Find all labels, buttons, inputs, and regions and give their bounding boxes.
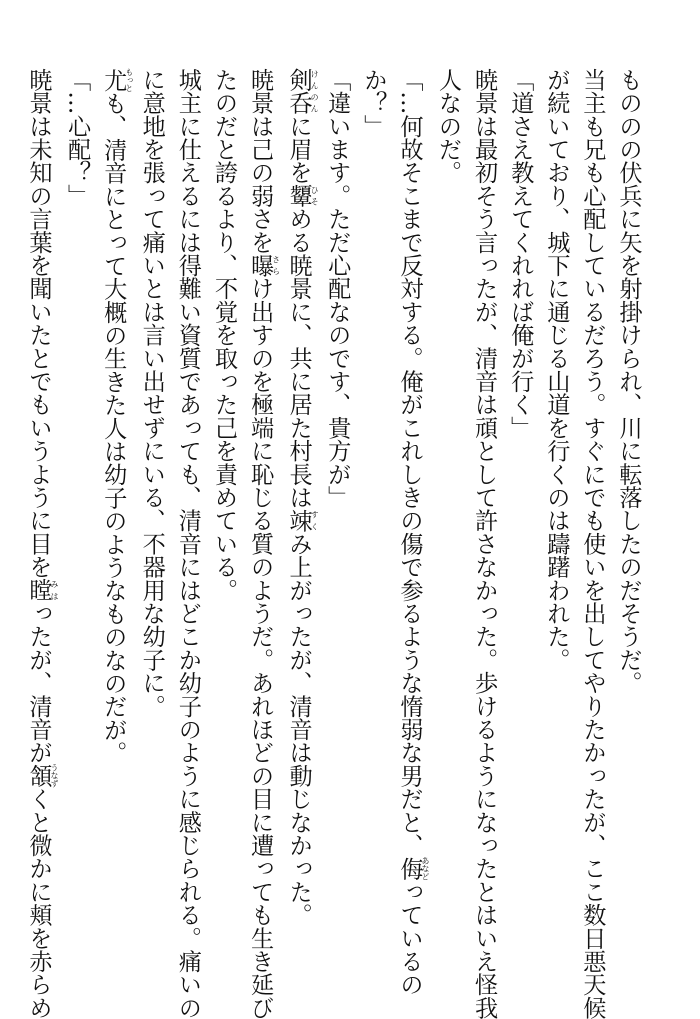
ruby-text-motto: もっと	[124, 68, 134, 92]
text-column-6: 人なのだ。	[434, 68, 462, 184]
text-column-2: 当主も兄も心配しているだろう。すぐにでも使いを出してやりたかったが、ここ数日悪天候	[578, 68, 606, 1019]
text-column-3: が続いており、城下に通じる山道を行くのは躊躇われた。	[542, 68, 570, 672]
ruby-text-suku: すく	[310, 508, 320, 533]
ruby-text-anado: あなど	[420, 856, 430, 881]
ruby-text-sara: さら	[271, 253, 281, 277]
ruby-kenon: 剣呑けんのん	[285, 68, 320, 115]
ruby-miha: 瞠みは	[25, 578, 59, 602]
ruby-text-unazu: うなず	[50, 763, 59, 788]
text-column-17: 暁景は未知の言葉を聞いたとでもいうように目を瞠みはったが、清音が頷うなずくと微かに頬を赤らめ	[25, 68, 59, 1019]
text-column-15: 尤もっとも、清音にとって大概の生きた人は幼子のようなものなのだが。	[99, 68, 134, 765]
ruby-text-hiso: ひそ	[310, 184, 320, 208]
ruby-text-kenon: けんのん	[310, 68, 320, 115]
vertical-text-body	[20, 68, 646, 1019]
text-column-1: もののの伏兵に矢を射掛けられ、川に転落したのだそうだ。	[615, 68, 642, 695]
ruby-hiso: 顰ひそ	[285, 184, 320, 208]
ruby-suku: 竦すく	[285, 508, 320, 533]
text-column-11: 暁景は己の弱さを曝さらけ出すのを極端に恥じる質のようだ。あれほどの目に遭っても生き延び	[246, 68, 281, 1019]
text-column-12: たのだと誇るより、不覚を取った己を責めている。	[210, 68, 238, 602]
text-column-8: か？」	[359, 68, 387, 138]
text-column-5: 暁景は最初そう言ったが、清音は頑として許さなかった。歩けるようになったとはいえ怪我	[470, 68, 498, 1019]
ruby-motto: 尤もっと	[99, 68, 134, 92]
text-column-9: 「違います。ただ心配なのです、貴方が」	[323, 68, 351, 509]
text-column-13: 城主に仕えるには得難い資質であっても、清音にはどこか幼子のように感じられる。痛いの	[174, 68, 202, 1019]
text-column-10: 剣呑けんのんに眉を顰ひそめる暁景に、共に居た村長は竦すくみ上がったが、清音は動じなかった。	[285, 68, 320, 927]
text-column-16: 「…心配？」	[63, 68, 91, 208]
ruby-anado: 侮あなど	[395, 856, 430, 881]
ruby-text-miha: みは	[50, 578, 59, 602]
text-column-14: に意地を張って痛いとは言い出せずにいる、不器用な幼子に。	[138, 68, 166, 718]
text-column-4: 「道さえ教えてくれれば俺が行く」	[506, 68, 534, 440]
ruby-unazu: 頷うなず	[25, 763, 59, 788]
text-column-7: 「…何故そこまで反対する。俺がこれしきの傷で参るような惰弱な男だと、侮あなどっているの	[395, 68, 430, 996]
ruby-sara: 曝さら	[246, 253, 281, 277]
